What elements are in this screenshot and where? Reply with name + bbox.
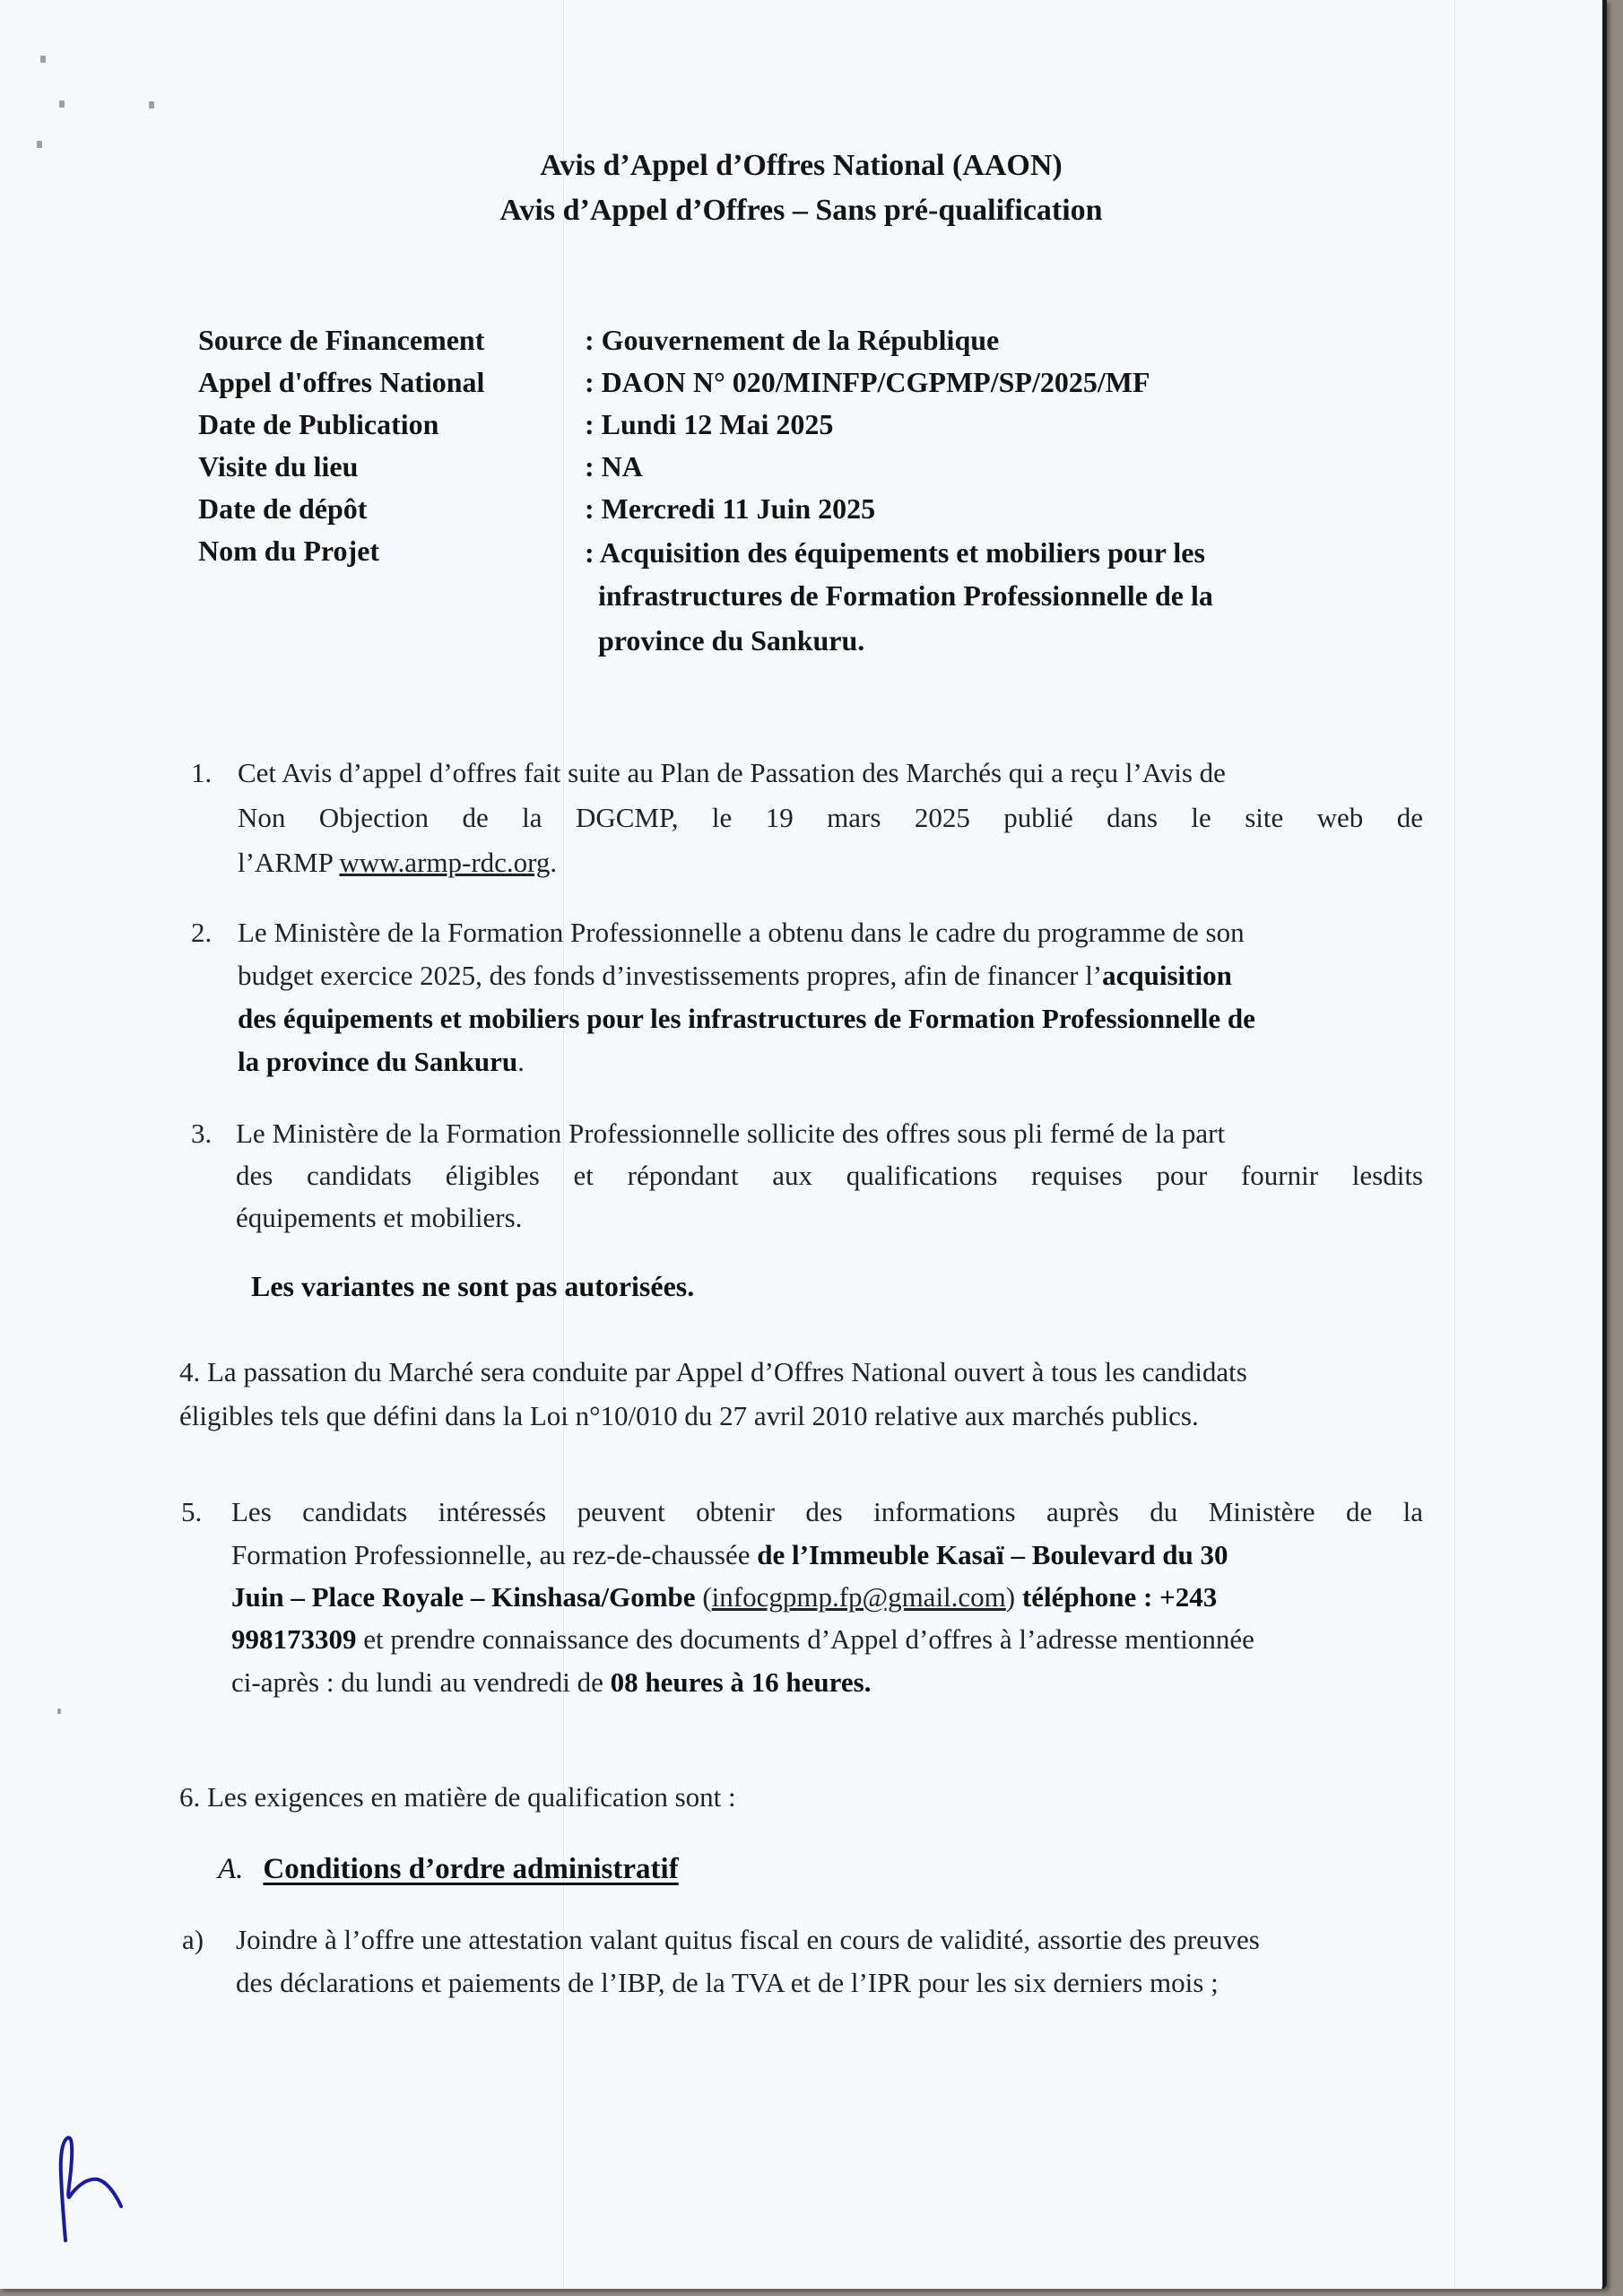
office-hours: 08 heures à 16 heures. [610,1666,872,1698]
paragraph-line [231,1534,1228,1577]
paragraph-line: des candidats éligibles et répondant aux qualifications requises pour fournir lesdits [236,1160,1423,1191]
paragraph-line: 6. Les exigences en matière de qualification sont : [179,1781,736,1813]
paragraph-line [238,1040,525,1083]
paragraph-line: Juin – Place Royale – Kinshasa/Gombe (infocgpmp.fp@gmail.com) téléphone : +243 [231,1581,1218,1613]
field-label-financing-source: Source de Financement [198,324,485,356]
document-subtitle: Avis d’Appel d’Offres – Sans pré-qualification [499,194,1103,227]
list-item-label: a) [182,1924,204,1955]
paragraph-line: Les candidats intéressés peuvent obtenir des informations auprès du Ministère de la [231,1496,1423,1527]
scan-speck [40,56,46,63]
handwritten-initial-signature [49,2135,148,2242]
paragraph-line: Le Ministère de la Formation Professionnelle sollicite des offres sous pli fermé de la part [236,1118,1226,1149]
field-label-site-visit: Visite du lieu [198,450,359,483]
section-heading-administrative [218,1848,679,1891]
text-run: budget exercice 2025, des fonds d’investissements propres, afin de financer l’ [238,960,1103,991]
field-value-financing-source: : Gouvernement de la République [585,324,1000,356]
paragraph-line: des déclarations et paiements de l’IBP, de la TVA et de l’IPR pour les six derniers mois ; [236,1967,1219,1998]
field-value-tender-reference: : DAON N° 020/MINFP/CGPMP/SP/2025/MF [585,366,1150,398]
field-label-project-name: Nom du Projet [198,535,380,567]
paragraph-number: 1. [191,757,213,788]
paragraph-number: 3. [191,1118,213,1149]
paragraph-line: des équipements et mobiliers pour les infrastructures de Formation Professionnelle de [238,1003,1255,1034]
text-run-bold: la province du Sankuru [238,1046,518,1077]
section-letter: A. [218,1853,244,1885]
paragraph-line: Non Objection de la DGCMP, le 19 mars 2025 publié dans le site web de [238,802,1423,833]
document-title: Avis d’Appel d’Offres National (AAON) [540,149,1063,182]
phone-label: téléphone : +243 [1021,1581,1218,1613]
paragraph-line [238,954,1232,997]
paragraph-number: 5. [181,1496,203,1527]
paragraph-line: équipements et mobiliers. [236,1202,523,1233]
text-run: l’ARMP [238,847,340,878]
section-title: Conditions d’ordre administratif [263,1853,679,1885]
paragraph-line: Cet Avis d’appel d’offres fait suite au Plan de Passation des Marchés qui a reçu l’Avis de [238,757,1226,788]
text-run-bold: de l’Immeuble Kasaï – Boulevard du 30 [757,1539,1228,1570]
scan-speck [149,101,154,109]
field-label-deposit-date: Date de dépôt [198,492,368,525]
paragraph-line: éligibles tels que défini dans la Loi n°10/010 du 27 avril 2010 relative aux marchés publics. [179,1400,1199,1431]
field-value-publication-date: : Lundi 12 Mai 2025 [585,408,834,440]
field-value-project-name-cont: province du Sankuru. [598,624,865,657]
paragraph-number: 2. [191,917,213,948]
field-label-tender-reference: Appel d'offres National [198,366,485,398]
text-run: . [517,1046,525,1077]
field-label-publication-date: Date de Publication [198,408,439,440]
field-value-site-visit: : NA [585,450,643,483]
field-value-project-name-cont: infrastructures de Formation Professionnelle de la [598,579,1213,612]
paragraph-line [231,1661,871,1704]
paragraph-line: 4. La passation du Marché sera conduite par Appel d’Offres National ouvert à tous les candidats [179,1356,1247,1387]
field-value-deposit-date: : Mercredi 11 Juin 2025 [585,492,876,525]
phone-number: 998173309 [231,1623,357,1655]
paragraph-line: Joindre à l’offre une attestation valant quitus fiscal en cours de validité, assortie des preuves [236,1924,1260,1955]
text-run: Formation Professionnelle, au rez-de-chaussée [231,1539,758,1570]
paper-fold-line [1454,0,1455,2289]
scan-speck [59,100,65,108]
scan-speck [57,1709,61,1714]
text-run: . [550,847,558,878]
armp-website-link[interactable]: www.armp-rdc.org [339,847,551,878]
variants-note: Les variantes ne sont pas autorisées. [251,1270,695,1302]
text-run: ci-après : du lundi au vendredi de [231,1666,611,1698]
paragraph-line [231,1618,1254,1661]
text-run-bold: acquisition [1102,960,1232,991]
text-run: et prendre connaissance des documents d’Appel d’offres à l’adresse mentionnée [356,1623,1254,1655]
paragraph-line [238,841,557,884]
paragraph-line: Le Ministère de la Formation Professionnelle a obtenu dans le cadre du programme de son [238,917,1245,948]
contact-email-link[interactable]: infocgpmp.fp@gmail.com [711,1581,1006,1613]
field-value-project-name: : Acquisition des équipements et mobiliers pour les [585,536,1205,569]
address-text: Juin – Place Royale – Kinshasa/Gombe [231,1581,696,1613]
